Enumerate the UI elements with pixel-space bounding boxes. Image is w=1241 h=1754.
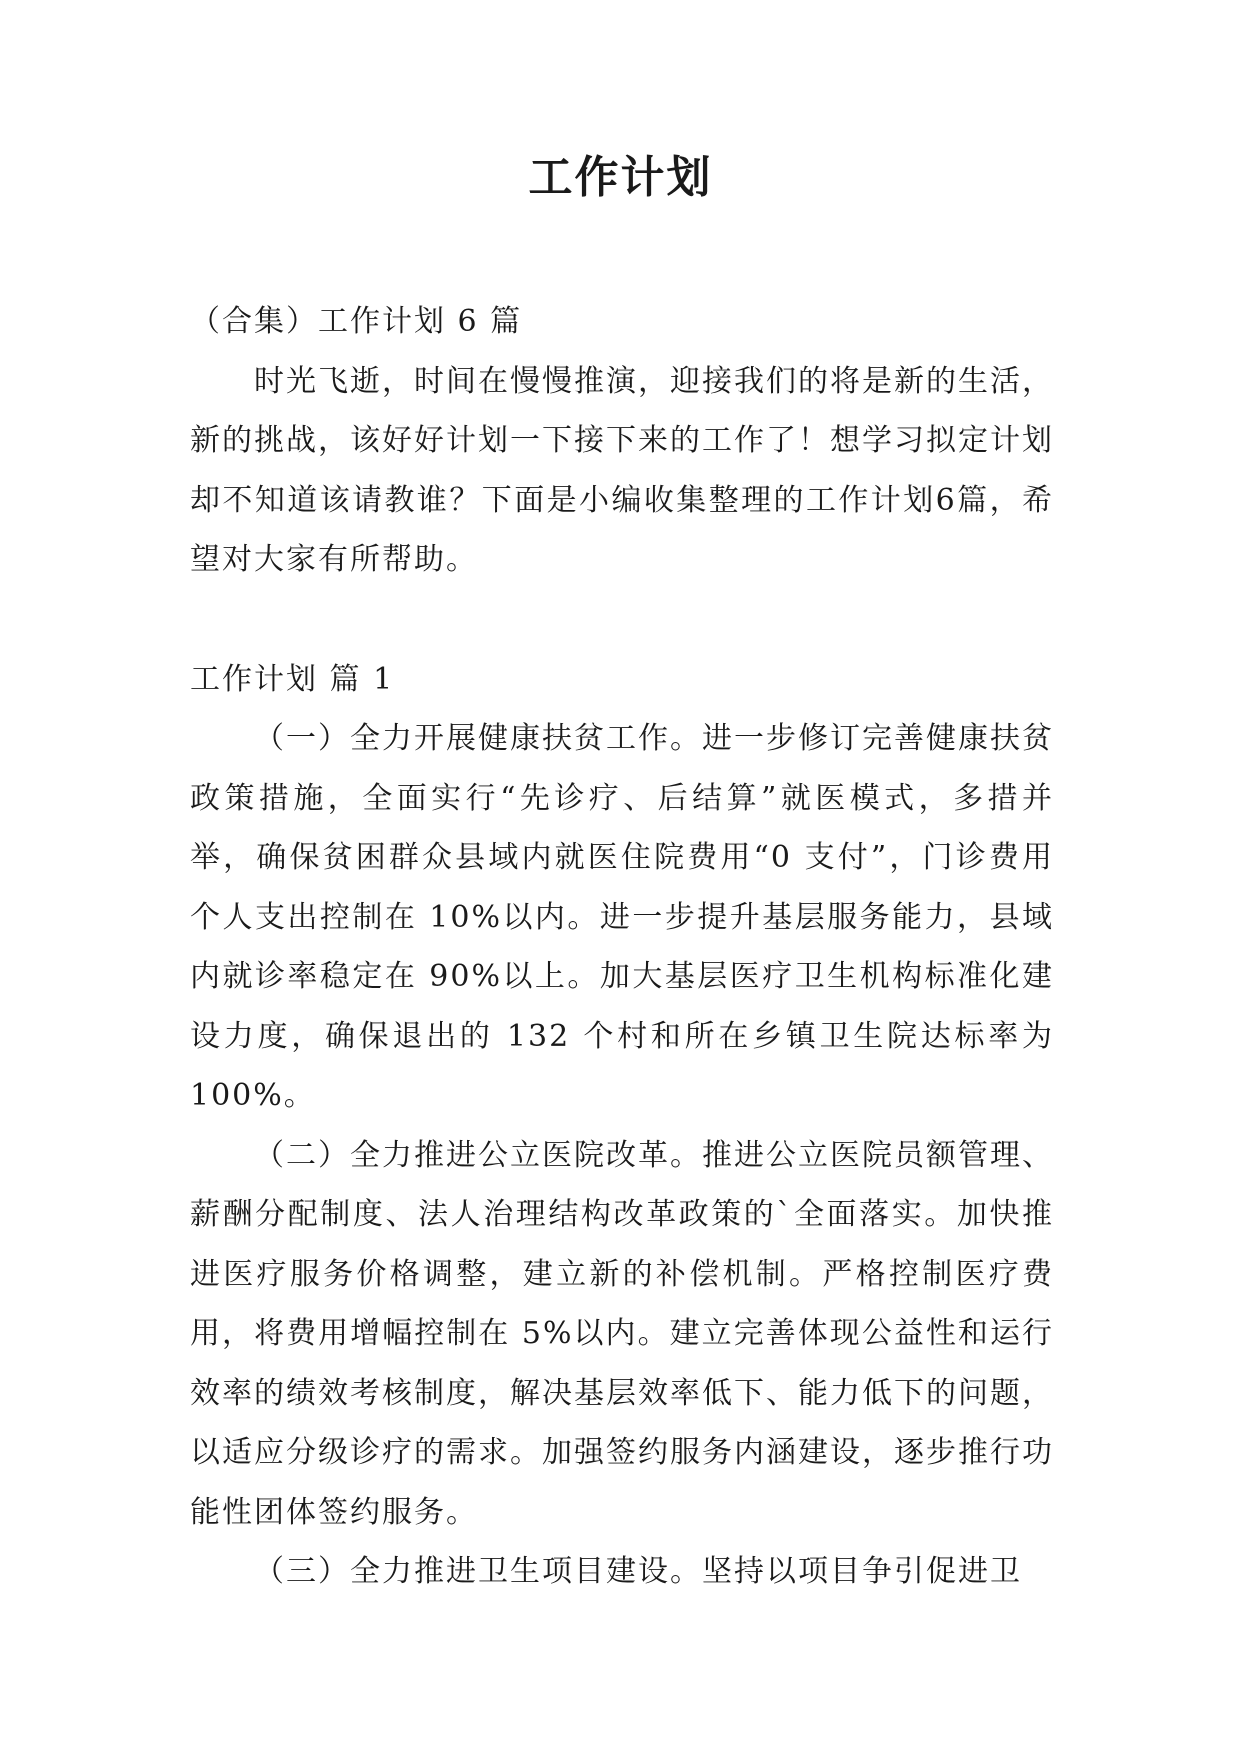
document-body: [190, 292, 1054, 1602]
body-paragraph-2: （二）全力推进公立医院改革。推进公立医院员额管理、薪酬分配制度、法人治理结构改革政策的`全面落实。加快推进医疗服务价格调整，建立新的补偿机制。严格控制医疗费用，将费用增幅控制在 5%以内。建立完善体现公益性和运行效率的绩效考核制度，解决基层效率低下、能力低下的问题，以适应分级诊疗的需求。加强签约服务内涵建设，逐步推行功能性团体签约服务。: [190, 1137, 1054, 1530]
body-paragraph-1: （一）全力开展健康扶贫工作。进一步修订完善健康扶贫政策措施，全面实行“先诊疗、后结算”就医模式，多措并举，确保贫困群众县域内就医住院费用“0 支付”，门诊费用个人支出控制在 10%以内。进一步提升基层服务能力，县域内就诊率稳定在 90%以上。加大基层医疗卫生机构标准化建设力度，确保退出的 132 个村和所在乡镇卫生院达标率为100%。: [190, 721, 1054, 1113]
body-paragraph-3: （三）全力推进卫生项目建设。坚持以项目争引促进卫: [254, 1554, 1022, 1589]
document-title: 工作计划: [528, 152, 713, 203]
section-spacer: [190, 590, 1054, 650]
section-heading: 工作计划 篇 1: [190, 661, 395, 697]
intro-paragraph: 时光飞逝，时间在慢慢推演，迎接我们的将是新的生活，新的挑战，该好好计划一下接下来的工作了！想学习拟定计划却不知道该请教谁？下面是小编收集整理的工作计划6篇，希望对大家有所帮助。: [190, 363, 1054, 577]
document-subtitle: （合集）工作计划 6 篇: [190, 304, 523, 339]
